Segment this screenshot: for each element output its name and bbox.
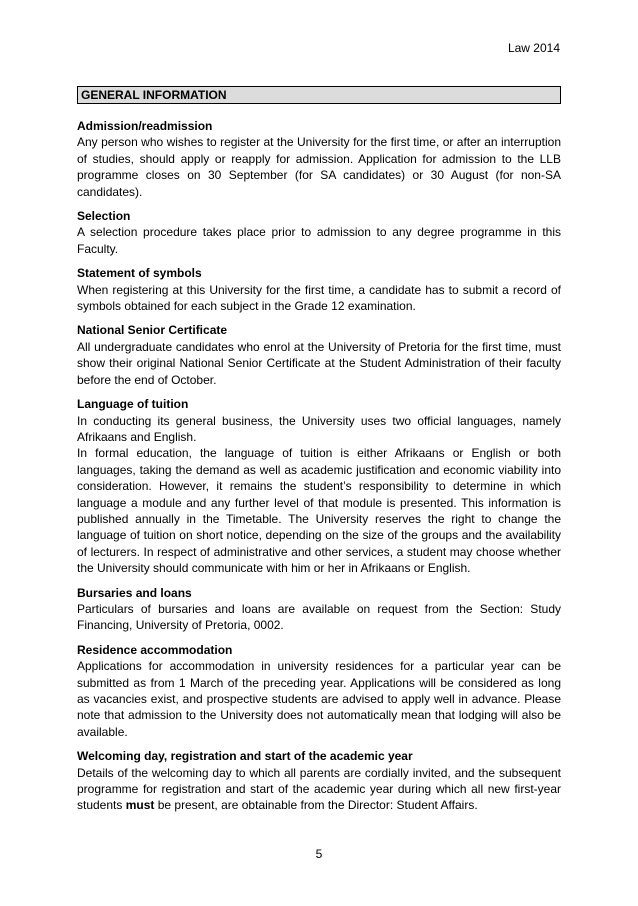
- page-number: 5: [315, 847, 323, 861]
- running-header: Law 2014: [507, 41, 560, 55]
- welcoming-text-after: be present, are obtainable from the Director: Student Affairs.: [154, 798, 478, 813]
- section-residence: [77, 642, 561, 740]
- section-text-admission: Any person who wishes to register at the University for the first time, or after an interruption of studies, should apply or reapply for admission. Application for admission to the LLB programme closes on 30 September (for SA candidates) or 30 August (for non-SA candidates).: [77, 135, 561, 199]
- page-content: [77, 86, 561, 822]
- section-title-admission: Admission/readmission: [77, 119, 213, 133]
- section-language: [77, 396, 561, 576]
- section-title-symbols: Statement of symbols: [77, 266, 202, 281]
- section-text-residence: Applications for accommodation in university residences for a particular year can be submitted as from 1 March of the preceding year. Applications will be considered as long as vacancies exist, and prospective students are advised to apply well in advance. Please note that admission to the University does not automatically mean that lodging will also be available.: [77, 659, 561, 739]
- section-title-welcoming: Welcoming day, registration and start of the academic year: [77, 749, 413, 764]
- general-information-heading: GENERAL INFORMATION: [77, 86, 561, 104]
- section-admission: [77, 118, 561, 200]
- section-title-residence: Residence accommodation: [77, 642, 233, 657]
- section-text-nsc: All undergraduate candidates who enrol at the University of Pretoria for the first time, must show their original National Senior Certificate at the Student Administration of their faculty before the end of October.: [77, 339, 561, 387]
- section-welcoming: [77, 748, 561, 814]
- section-nsc: [77, 322, 561, 388]
- section-text-selection: A selection procedure takes place prior to admission to any degree programme in this Faculty.: [77, 225, 561, 256]
- section-title-nsc: National Senior Certificate: [77, 323, 228, 338]
- welcoming-text-emphasis: must: [125, 798, 155, 813]
- section-text-bursaries: Particulars of bursaries and loans are available on request from the Section: Study Financing, University of Pretoria, 0002.: [77, 601, 561, 633]
- section-selection: [77, 208, 561, 257]
- section-title-language: Language of tuition: [77, 397, 189, 412]
- section-text-language-1: In conducting its general business, the University uses two official languages, namely Afrikaans and English.: [77, 413, 561, 444]
- section-bursaries: [77, 585, 561, 634]
- section-title-bursaries: Bursaries and loans: [77, 585, 192, 600]
- section-title-selection: Selection: [77, 209, 131, 224]
- section-text-welcoming: [77, 765, 561, 814]
- section-text-symbols: When registering at this University for the first time, a candidate has to submit a record of symbols obtained for each subject in the Grade 12 examination.: [77, 282, 561, 314]
- section-symbols: [77, 265, 561, 314]
- section-text-language-2: In formal education, the language of tuition is either Afrikaans or English or both languages, taking the demand as well as academic justification and economic viability into consideration. However, it remains the student’s responsibility to determine in which language a module and any further level of that module is presented. This information is published annually in the Timetable. The University reserves the right to change the language of tuition on short notice, depending on the size of the groups and the availability of lecturers. In respect of administrative and other services, a student may choose whether the University should communicate with him or her in Afrikaans or English.: [77, 446, 561, 576]
- welcoming-text-before: Details of the welcoming day to which all parents are cordially invited, and the subsequent programme for registration and start of the academic year during which all new first-year students: [77, 765, 561, 813]
